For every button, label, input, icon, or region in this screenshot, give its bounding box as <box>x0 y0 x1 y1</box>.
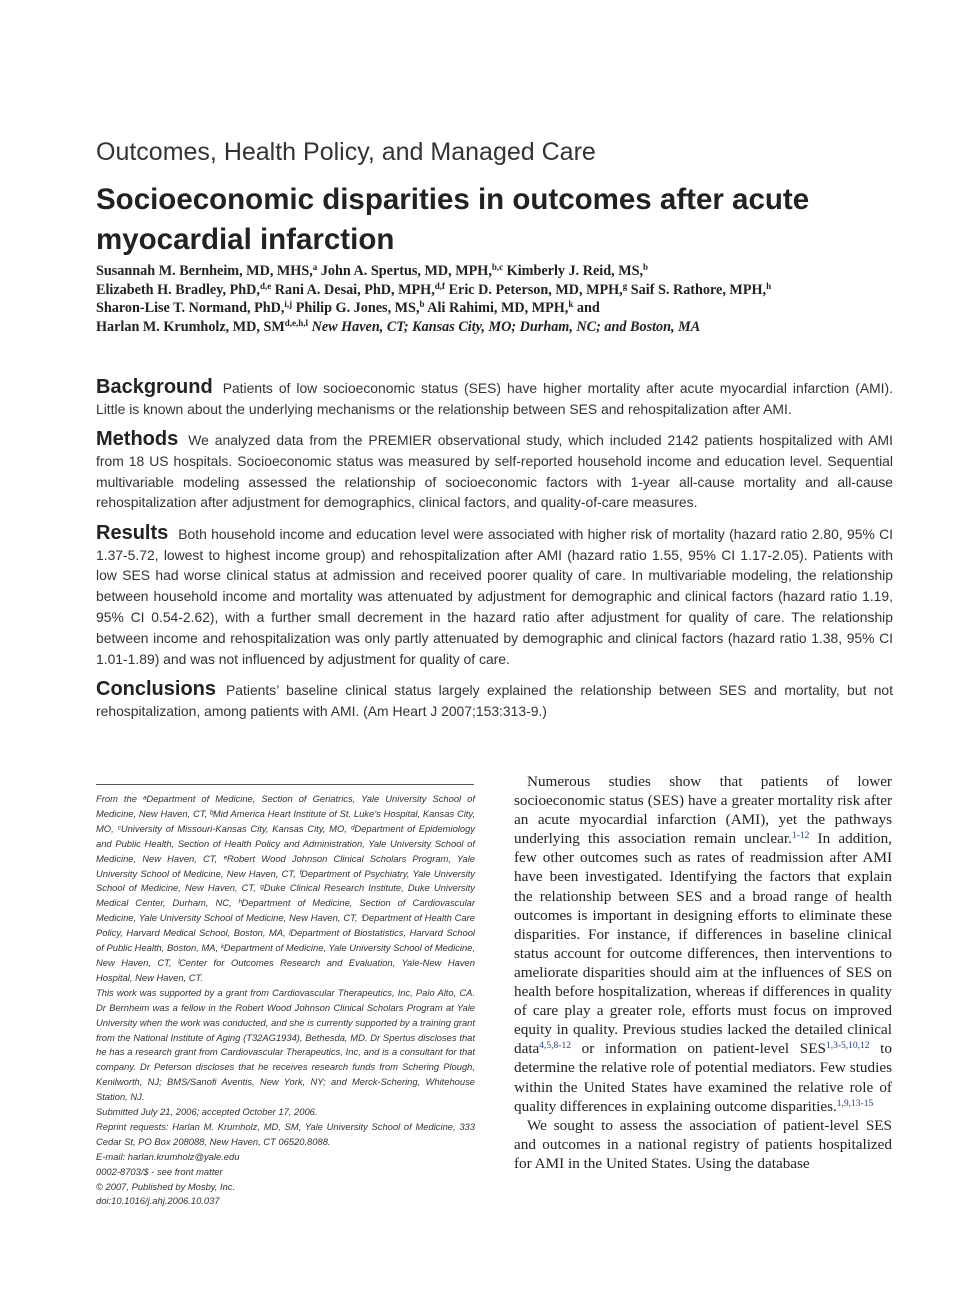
affiliation-mark: d,e,h,l <box>284 317 309 328</box>
author-conjunction: and <box>576 300 600 317</box>
author: Sharon-Lise T. Normand, PhD, <box>96 300 285 317</box>
body-text: In addition, few other outcomes such as rates of readmission after AMI have been investigated. Identifying the factors that explain the relationship between SES and a broad range of health outcomes is important in designing efforts to eliminate these disparities. For instance, if differences in baseline clinical status account for outcome differences, then interventions to ameliorate disparities should aim at the influences of SES on health before hospitalization, whereas if differences in quality of care play a greater role, efforts must focus on improved equity in quality. Previous studies lacked the detailed clinical data <box>514 830 892 1058</box>
author: John A. Spertus, MD, MPH, <box>320 263 492 279</box>
affiliation-mark: d,e <box>259 280 272 291</box>
affiliation-mark: h <box>766 280 772 291</box>
author: Elizabeth H. Bradley, PhD, <box>96 281 260 298</box>
affiliation-mark: b <box>419 299 425 310</box>
abstract-text: Both household income and education level were associated with higher risk of mortality (hazard ratio 2.80, 95% CI 1.37-5.72, lowest to highest income group) and rehospitalization after AMI (hazard ratio 1.55, 95% CI 1.17-2.05). Patients with low SES had worse clinical status at admission and received poorer quality of care. In multivariable modeling, the relationship between household income and mortality was attenuated by adjustment for demographic and clinical factors (hazard ratio 1.19, 95% CI 0.54-2.62), with a further small decrement in the hazard ratio after adjustment for quality of care. The relationship between income and rehospitalization was only partly attenuated by demographic and clinical factors (hazard ratio 1.38, 95% CI 1.01-1.89) and was not influenced by adjustment for quality of care. <box>96 525 893 667</box>
abstract-heading: Conclusions <box>96 677 217 700</box>
abstract-text: Patients of low socioeconomic status (SES) have higher mortality after acute myocardial infarction (AMI). Little is known about the underlying mechanisms or the relationship between SES and rehospitalization after AMI. <box>96 380 893 417</box>
affiliation-mark: k <box>568 299 574 310</box>
citation-link[interactable]: 1,9,13-15 <box>836 1098 874 1109</box>
author: Kimberly J. Reid, MS, <box>506 263 644 279</box>
author: Harlan M. Krumholz, MD, SM <box>96 318 285 335</box>
affiliation-mark: b <box>643 262 649 272</box>
footnote-affiliations: From the ᵃDepartment of Medicine, Section of Geriatrics, Yale University School of Medicine, New Haven, CT, ᵇMid America Heart Institute of St. Luke’s Hospital, Kansas City, MO, ᶜUniversity of Missouri-Kansas City, Kansas City, MO, ᵈDepartment of Epidemiology and Public Health, Section of Health Policy and Administration, Yale University School of Medicine, New Haven, CT, ᵉRobert Wood Johnson Clinical Scholars Program, Yale University School of Medicine, New Haven, CT, ᶠDepartment of Psychiatry, Yale University School of Medicine, New Haven, CT, ᵍDuke Clinical Research Institute, Duke University Medical Center, Durham, NC, ʰDepartment of Medicine, Section of Cardiovascular Medicine, Yale University School of Medicine, New Haven, CT, ⁱDepartment of Health Care Policy, Harvard Medical School, Boston, MA, ʲDepartment of Biostatistics, Harvard School of Public Health, Boston, MA, ᵏDepartment of Medicine, Yale University School of Medicine, New Haven, CT, ˡCenter for Outcomes Research and Evaluation, Yale-New Haven Hospital, New Haven, CT. <box>96 793 475 983</box>
author-locations: New Haven, CT; Kansas City, MO; Durham, NC; and Boston, MA <box>311 318 701 335</box>
author: Susannah M. Bernheim, MD, MHS, <box>96 263 313 279</box>
footnotes <box>96 792 475 1209</box>
author: Philip G. Jones, MS, <box>295 300 420 317</box>
footnote-doi[interactable]: doi:10.1016/j.ahj.2006.10.037 <box>96 1195 220 1207</box>
abstract-heading: Methods <box>96 428 179 451</box>
author-list <box>96 262 896 336</box>
citation-link[interactable]: 1-12 <box>791 831 810 842</box>
body-paragraph: We sought to assess the association of patient-level SES and outcomes in a national registry of patients hospitalized for AMI in the United States. Using the database <box>514 1116 892 1172</box>
author: Ali Rahimi, MD, MPH, <box>427 300 569 317</box>
footnote-submitted: Submitted July 21, 2006; accepted October 17, 2006. <box>96 1106 318 1118</box>
author: Saif S. Rathore, MPH, <box>630 281 767 298</box>
affiliation-mark: g <box>622 280 628 291</box>
article-title: Socioeconomic disparities in outcomes after acute myocardial infarction <box>96 183 810 256</box>
footnote-divider <box>96 784 474 785</box>
abstract-text: Patients’ baseline clinical status largely explained the relationship between SES and mortality, but not rehospitalization, among patients with AMI. (Am Heart J 2007;153:313-9.) <box>96 681 893 719</box>
body-text: Numerous studies show that patients of lower socioeconomic status (SES) have a greater mortality risk after an acute myocardial infarction (AMI), yet the pathways underlying this association remain unclear. <box>514 773 892 848</box>
abstract <box>96 377 893 731</box>
section-label: Outcomes, Health Policy, and Managed Care <box>96 138 596 166</box>
affiliation-mark: d,f <box>434 280 446 291</box>
abstract-heading: Background <box>96 376 213 398</box>
abstract-heading: Results <box>96 521 169 544</box>
abstract-methods <box>96 429 893 513</box>
citation-link[interactable]: 1,3-5,10,12 <box>825 1041 870 1052</box>
footnote-issn: 0002-8703/$ - see front matter <box>96 1165 223 1177</box>
affiliation-mark: i,j <box>284 299 293 310</box>
abstract-conclusions <box>96 679 893 722</box>
abstract-results <box>96 523 893 670</box>
body-text: to determine the relative role of potential mediators. Few studies within the United States have examined the relative role of quality differences in explaining outcome disparities. <box>514 1040 892 1115</box>
footnote-copyright: © 2007, Published by Mosby, Inc. <box>96 1180 236 1192</box>
footnote-email[interactable]: E-mail: harlan.krumholz@yale.edu <box>96 1150 240 1162</box>
author: Eric D. Peterson, MD, MPH, <box>448 281 623 298</box>
affiliation-mark: a <box>312 262 318 272</box>
body-text: or information on patient-level SES <box>570 1040 826 1058</box>
footnote-support: This work was supported by a grant from Cardiovascular Therapeutics, Inc, Palo Alto, CA. Dr Bernheim was a fellow in the Robert Wood Johnson Clinical Scholars Program at Yale University when the work was conducted, and she is currently supported by a training grant from the National Institute of Aging (T32AG1934), Bethesda, MD. Dr Spertus discloses that he has a research grant from Cardiovascular Therapeutics, Inc, and is a consultant for that company. Dr Peterson discloses that he receives research funds from Schering Plough, Kenilworth, NJ; BMS/Sanofi Aventis, New York, NY; and Merck-Schering, Whitehouse Station, NJ. <box>96 986 475 1103</box>
body-column <box>514 772 892 1173</box>
affiliation-mark: b,c <box>491 262 504 272</box>
author: Rani A. Desai, PhD, MPH, <box>274 281 435 298</box>
footnote-reprints: Reprint requests: Harlan M. Krumholz, MD, SM, Yale University School of Medicine, 333 Cedar St, PO Box 208088, New Haven, CT 06520.8088. <box>96 1120 475 1147</box>
body-paragraph <box>514 772 892 1116</box>
abstract-text: We analyzed data from the PREMIER observational study, which included 2142 patients hospitalized with AMI from 18 US hospitals. Socioeconomic status was measured by self-reported household income and education level. Sequential multivariable modeling assessed the relationship of socioeconomic factors with 1-year all-cause mortality and all-cause rehospitalization after adjustment for demographics, clinical factors, and quality-of-care measures. <box>96 432 893 511</box>
citation-link[interactable]: 4,5,8-12 <box>539 1041 571 1052</box>
abstract-background <box>96 377 893 420</box>
